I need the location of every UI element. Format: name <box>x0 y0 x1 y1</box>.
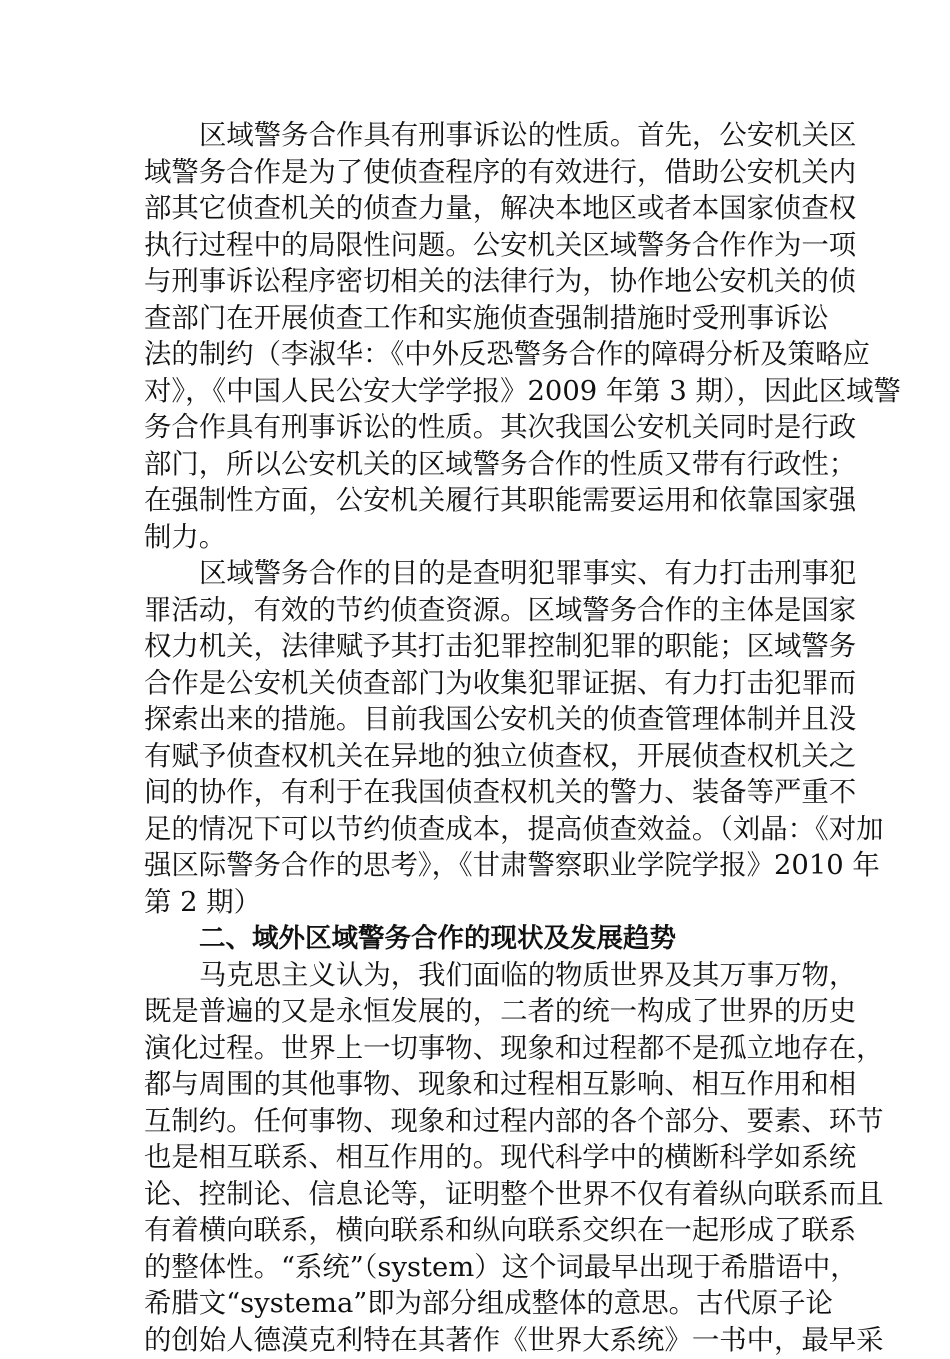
text-line: 间的协作，有利于在我国侦查权机关的警力、装备等严重不 <box>144 775 808 812</box>
text-line: 第 2 期） <box>144 885 808 922</box>
text-line: 法的制约（李淑华：《中外反恐警务合作的障碍分析及策略应 <box>144 337 808 374</box>
text-line: 执行过程中的局限性问题。公安机关区域警务合作作为一项 <box>144 228 808 265</box>
text-line: 希腊文“systema”即为部分组成整体的意思。古代原子论 <box>144 1286 808 1323</box>
text-line: 罪活动，有效的节约侦查资源。区域警务合作的主体是国家 <box>144 593 808 630</box>
paragraph-criminal-procedure <box>144 118 808 556</box>
text-line: 互制约。任何事物、现象和过程内部的各个部分、要素、环节 <box>144 1104 808 1141</box>
text-line: 都与周围的其他事物、现象和过程相互影响、相互作用和相 <box>144 1067 808 1104</box>
text-line: 合作是公安机关侦查部门为收集犯罪证据、有力打击犯罪而 <box>144 666 808 703</box>
text-line: 既是普遍的又是永恒发展的，二者的统一构成了世界的历史 <box>144 994 808 1031</box>
text-line: 域警务合作是为了使侦查程序的有效进行，借助公安机关内 <box>144 155 808 192</box>
text-line: 制力。 <box>144 520 808 557</box>
paragraph-purpose <box>144 556 808 921</box>
text-line: 探索出来的措施。目前我国公安机关的侦查管理体制并且没 <box>144 702 808 739</box>
text-line: 查部门在开展侦查工作和实施侦查强制措施时受刑事诉讼 <box>144 301 808 338</box>
text-line: 足的情况下可以节约侦查成本，提高侦查效益。（刘晶：《对加 <box>144 812 808 849</box>
text-line: 与刑事诉讼程序密切相关的法律行为，协作地公安机关的侦 <box>144 264 808 301</box>
text-line: 论、控制论、信息论等，证明整个世界不仅有着纵向联系而且 <box>144 1177 808 1214</box>
text-line: 部其它侦查机关的侦查力量，解决本地区或者本国家侦查权 <box>144 191 808 228</box>
text-line: 马克思主义认为，我们面临的物质世界及其万事万物， <box>144 958 808 995</box>
text-line: 演化过程。世界上一切事物、现象和过程都不是孤立地存在， <box>144 1031 808 1068</box>
text-line: 在强制性方面，公安机关履行其职能需要运用和依靠国家强 <box>144 483 808 520</box>
text-line: 也是相互联系、相互作用的。现代科学中的横断科学如系统 <box>144 1140 808 1177</box>
text-line: 部门，所以公安机关的区域警务合作的性质又带有行政性； <box>144 447 808 484</box>
text-line: 有着横向联系，横向联系和纵向联系交织在一起形成了联系 <box>144 1213 808 1250</box>
text-line: 的创始人德漠克利特在其著作《世界大系统》一书中，最早采 <box>144 1323 808 1359</box>
paragraph-marxism <box>144 958 808 1359</box>
document-body <box>144 118 808 1359</box>
text-line: 权力机关，法律赋予其打击犯罪控制犯罪的职能；区域警务 <box>144 629 808 666</box>
text-line: 的整体性。“系统”（system）这个词最早出现于希腊语中， <box>144 1250 808 1287</box>
section-heading: 二、域外区域警务合作的现状及发展趋势 <box>144 921 808 958</box>
text-line: 对》，《中国人民公安大学学报》2009 年第 3 期），因此区域警 <box>144 374 808 411</box>
text-line: 务合作具有刑事诉讼的性质。其次我国公安机关同时是行政 <box>144 410 808 447</box>
text-line: 区域警务合作具有刑事诉讼的性质。首先，公安机关区 <box>144 118 808 155</box>
text-line: 区域警务合作的目的是查明犯罪事实、有力打击刑事犯 <box>144 556 808 593</box>
text-line: 有赋予侦查权机关在异地的独立侦查权，开展侦查权机关之 <box>144 739 808 776</box>
text-line: 强区际警务合作的思考》，《甘肃警察职业学院学报》2010 年 <box>144 848 808 885</box>
